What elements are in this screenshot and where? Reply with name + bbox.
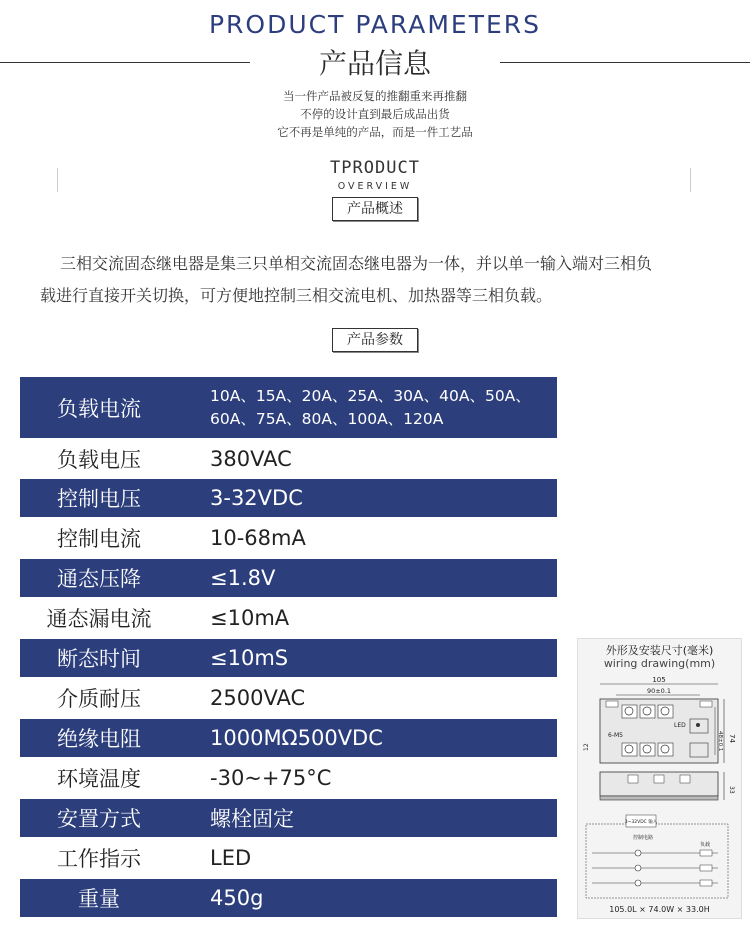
drawing-title-chinese: 外形及安装尺寸(毫米): [605, 644, 714, 657]
param-value: 1000MΩ500VDC: [210, 726, 383, 750]
param-value: 10-68mA: [210, 526, 306, 550]
param-key: 重量: [78, 887, 120, 911]
tagline-1: 当一件产品被反复的推翻重来再推翻: [283, 89, 467, 103]
param-row-off-time: [20, 639, 557, 677]
param-key: 环境温度: [57, 767, 141, 791]
param-key: 绝缘电阻: [57, 727, 141, 751]
side-label-33: 33: [728, 786, 735, 794]
wiring-drawing: [577, 638, 742, 919]
overview-title: TPRODUCT: [330, 158, 420, 178]
overview-label: 产品概述: [332, 197, 418, 221]
input-label: 3~32VDC 输入: [624, 820, 658, 825]
param-key: 断态时间: [57, 647, 141, 671]
page-title-chinese: 产品信息: [318, 47, 431, 80]
overview-text-line-2: 载进行直接开关切换，可方便地控制三相交流电机、加热器等三相负载。: [40, 286, 553, 305]
param-value: LED: [210, 846, 252, 870]
overview-description: [40, 248, 740, 312]
tagline-3: 它不再是单纯的产品，而是一件工艺品: [277, 125, 473, 139]
param-key: 通态漏电流: [46, 607, 152, 631]
param-key: 负载电压: [57, 447, 141, 472]
param-row-control-voltage: [20, 479, 557, 517]
dim-width-label: 105: [652, 676, 666, 684]
load-label: 负载: [700, 842, 711, 848]
param-value: 380VAC: [210, 446, 292, 471]
param-key: 安置方式: [57, 807, 141, 831]
relay-outline-drawing: [578, 639, 741, 918]
param-key: 控制电流: [57, 527, 141, 551]
params-label: 产品参数: [332, 328, 418, 352]
param-value: 450g: [210, 886, 264, 910]
param-value-line-1: 10A、15A、20A、25A、30A、40A、50A、: [210, 386, 531, 405]
param-value: 3-32VDC: [210, 486, 303, 510]
param-value: 2500VAC: [210, 686, 306, 710]
param-value-line-2: 60A、75A、80A、100A、120A: [210, 409, 444, 428]
param-value: ≤10mA: [210, 606, 290, 630]
param-row-working-indicator: [20, 839, 557, 877]
dim-pitch-label: 90±0.1: [646, 687, 672, 695]
param-row-on-state-leakage-current: [20, 599, 557, 637]
overview-subtitle: OVERVIEW: [337, 181, 413, 192]
param-row-mounting-method: [20, 799, 557, 837]
param-key: 工作指示: [57, 847, 141, 871]
param-row-load-voltage: [20, 440, 557, 477]
param-row-on-state-voltage-drop: [20, 559, 557, 597]
param-value: ≤1.8V: [210, 566, 276, 590]
param-value: [178, 385, 531, 431]
page-title-english: PRODUCT PARAMETERS: [208, 10, 542, 39]
param-key: 控制电压: [57, 487, 141, 511]
param-row-control-current: [20, 519, 557, 557]
tagline-2: 不停的设计直到最后成品出货: [300, 107, 450, 121]
param-value: ≤10mS: [210, 646, 289, 670]
dimension-caption: 105.0L × 74.0W × 33.0H: [609, 905, 710, 914]
param-row-insulation-resistance: [20, 719, 557, 757]
param-key: 负载电流: [57, 396, 141, 421]
param-value: -30~+75°C: [210, 766, 332, 790]
param-row-weight: [20, 879, 557, 917]
side-label-12: 12: [583, 743, 590, 751]
overview-text-line-1: 三相交流固态继电器是集三只单相交流固态继电器为一体，并以单一输入端对三相负: [60, 254, 653, 273]
param-key: 介质耐压: [57, 687, 141, 711]
dim-height-label: 74: [728, 734, 736, 743]
param-row-load-current: [20, 377, 557, 438]
param-value: 螺栓固定: [210, 807, 294, 831]
dim-pitch2-label: 48±0.1: [717, 731, 723, 752]
led-label: LED: [674, 722, 686, 729]
param-row-ambient-temperature: [20, 759, 557, 797]
drawing-title-english: wiring drawing(mm): [603, 657, 716, 670]
screw-label: 6-M5: [608, 732, 623, 739]
param-key: 通态压降: [57, 567, 141, 591]
param-row-dielectric-strength: [20, 679, 557, 717]
control-circuit-label: 控制电路: [633, 835, 654, 841]
